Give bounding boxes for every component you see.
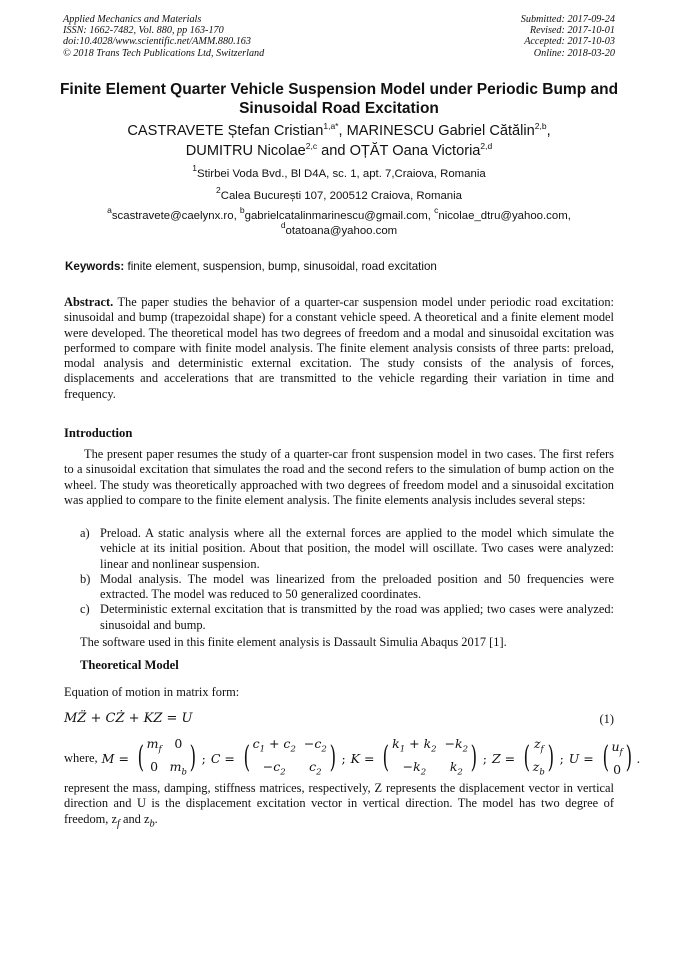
- equation-of-motion: MZ̈ + CŻ + KZ = U: [64, 711, 193, 726]
- list-item: [80, 572, 614, 603]
- list-item-text: Preload. A static analysis where all the external forces are applied to the model which simulate the vehicle at its initial position. About that position, the model will oscillate. Two cases were analyzed: linear and nonlinear suspension.: [100, 526, 614, 571]
- introduction-paragraph: The present paper resumes the study of a quarter-car front suspension model in two cases. The first refers to a sinusoidal excitation that simulates the road and the second refers to the simulation of bump action on the wheel. The study was theoretically approached with two degrees of freedom model and a sinusoidal excitation was applied to compare to the finite element analysis. The finite elements analysis includes several steps:: [64, 447, 614, 507]
- explanation-text: and z: [119, 811, 150, 826]
- affiliation-text: Calea București 107, 200512 Craiova, Romania: [220, 190, 462, 202]
- author-sep: ,: [546, 123, 551, 139]
- section-heading-introduction: Introduction: [64, 426, 133, 440]
- list-item-text: Deterministic external excitation that is transmitted by the road was applied; two cases were analyzed: sinusoidal and bump.: [100, 602, 614, 632]
- equation-number: (1): [599, 712, 614, 726]
- abstract: [64, 295, 614, 402]
- excitation-vector: ( $u_f$ 0 ): [602, 739, 632, 777]
- revised-date: Revised: 2017-10-01: [529, 25, 615, 37]
- email-sup: b: [239, 205, 245, 215]
- author-sup: 1,a*: [323, 121, 339, 131]
- equation-lead-text: Equation of motion in matrix form:: [64, 685, 240, 699]
- explanation-text: .: [154, 811, 158, 826]
- section-heading-theoretical-model: Theoretical Model: [80, 658, 179, 672]
- list-marker: c): [80, 602, 90, 617]
- author-sep: ,: [338, 123, 347, 139]
- matrix-explanation: [64, 781, 614, 831]
- author-name: DUMITRU Nicolae: [185, 143, 306, 159]
- software-note: The software used in this finite element analysis is Dassault Simulia Abaqus 2017 [1].: [80, 635, 507, 649]
- issn-line: ISSN: 1662-7482, Vol. 880, pp 163-170: [63, 25, 224, 37]
- journal-name: Applied Mechanics and Materials: [63, 14, 202, 25]
- author-sup: 2,c: [305, 141, 318, 151]
- list-item-text: Modal analysis. The model was linearized from the preloaded position and 50 frequencies were extracted. The model was reduced to 50 generalized coordinates.: [100, 571, 614, 602]
- author-sup: 2,d: [480, 141, 493, 151]
- affiliation-2: [40, 185, 638, 204]
- author-sup: 2,b: [534, 121, 547, 131]
- list-marker: b): [80, 571, 91, 586]
- list-marker: a): [80, 526, 90, 540]
- dates-header: [521, 14, 615, 59]
- list-item: [80, 602, 614, 633]
- steps-list: [80, 526, 614, 633]
- email-link[interactable]: nicolae_dtru@yahoo.com,: [438, 210, 571, 222]
- email-sup: c: [434, 205, 439, 215]
- where-label: where,: [64, 750, 98, 765]
- damping-matrix: ( $c_1 + c_2$ $-c_2$ $-c_2$ $c_2$ ): [243, 736, 336, 777]
- email-link[interactable]: gabrielcatalinmarinescu@gmail.com,: [244, 210, 435, 222]
- stiffness-matrix: ( $k_1 + k_2$ $-k_2$ $-k_2$ $k_2$ ): [383, 736, 478, 777]
- abstract-text: The paper studies the behavior of a quarter-car suspension model under periodic road excitation: sinusoidal and bump (trapezoidal shape) for a constant vehicle speed. A theoretical and a finite element model were developed. The theoretical model has two degrees of freedom and a modal and sinusoidal excitation was performed to compare with finite model analysis. The finite element analysis consists of three parts: preload, modal analysis and deterministic external excitation. The study consists of the analysis of forces, displacements and accelerations that are transmitted to the vehicle regarding their variation in time and frequency.: [64, 295, 614, 401]
- subscript-f: f: [116, 818, 120, 830]
- author-list: [40, 121, 638, 161]
- copyright-line: © 2018 Trans Tech Publications Ltd, Switzerland: [63, 47, 265, 59]
- list-item: [80, 526, 614, 572]
- email-sup: d: [280, 220, 286, 230]
- displacement-vector: ( $z_f$ $z_b$ ): [523, 736, 554, 777]
- keywords-label: Keywords:: [65, 260, 125, 273]
- paper-title: Finite Element Quarter Vehicle Suspension Model under Periodic Bump and Sinusoidal Road Excitation: [59, 81, 619, 117]
- email-list: [40, 205, 638, 239]
- abstract-label: Abstract.: [64, 295, 114, 309]
- online-date: Online: 2018-03-20: [533, 47, 615, 59]
- keywords: [65, 260, 437, 273]
- email-link[interactable]: otatoana@yahoo.com: [285, 225, 398, 237]
- author-name: CASTRAVETE Ștefan Cristian: [127, 123, 324, 139]
- journal-header: [63, 14, 264, 59]
- subscript-b: b: [149, 818, 155, 830]
- affiliation-1: [40, 163, 638, 182]
- author-name: OȚĂT Oana Victoria: [349, 143, 481, 159]
- email-link[interactable]: scastravete@caelynx.ro,: [111, 210, 240, 222]
- submitted-date: Submitted: 2017-09-24: [520, 14, 615, 25]
- accepted-date: Accepted: 2017-10-03: [524, 36, 615, 48]
- matrix-definitions: where, M = ( $m_f$ 0 0 $m_b$ ) ; C = ( $c_1 + c_2$ $-c_2$ $-c_2$ $c_2$ ) ; K = ( $k_1 + k_2$ $-k_2$ $-k_2$ $k_2$ ) ; Z = ( $z_f$ $z_b$ ) ; U = ( $u_f$ 0 ) .: [64, 740, 640, 776]
- affiliation-sup: 2: [216, 185, 221, 195]
- email-sup: a: [107, 205, 112, 215]
- affiliation-sup: 1: [192, 163, 197, 173]
- explanation-text: represent the mass, damping, stiffness matrices, respectively, Z represents the displacement vector in vertical direction and U is the displacement excitation vector in vertical direction. The model has two degree of freedom, z: [64, 781, 614, 826]
- affiliation-text: Stirbei Voda Bvd., Bl D4A, sc. 1, apt. 7,Craiova, Romania: [197, 168, 486, 180]
- keywords-text: finite element, suspension, bump, sinusoidal, road excitation: [124, 260, 437, 273]
- author-sep: and: [317, 143, 350, 159]
- doi-line: doi:10.4028/www.scientific.net/AMM.880.163: [63, 36, 251, 48]
- mass-matrix: ( $m_f$ 0 0 $m_b$ ): [137, 736, 197, 777]
- author-name: MARINESCU Gabriel Cătălin: [346, 123, 535, 139]
